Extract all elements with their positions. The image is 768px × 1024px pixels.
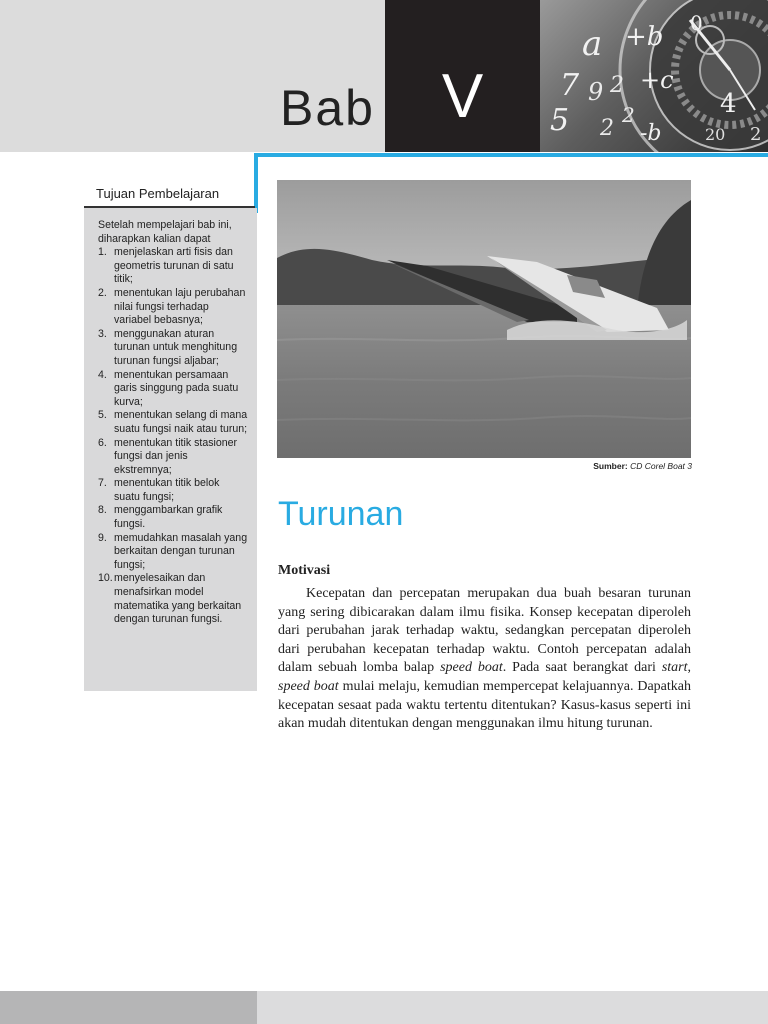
item-text: menggunakan aturan turunan untuk menghitung turunan fungsi aljabar;	[114, 327, 238, 367]
math-glyph: a	[582, 24, 603, 64]
paragraph-text: Kecepatan dan percepatan merupakan dua buah besaran turunan yang sering dibicarakan dalam ilmu fisika. Konsep kecepatan diperoleh dari perubahan jarak terhadap waktu, sedangkan percepatan diperoleh dari perubahan kecepatan terhadap waktu. Contoh percepatan adalah dalam sebuah lomba balap	[278, 586, 691, 676]
math-glyph: 2	[622, 103, 635, 127]
math-glyph: 4	[720, 89, 737, 119]
paragraph-text: ,	[687, 660, 691, 676]
item-text: menentukan titik belok suatu fungsi;	[114, 477, 220, 503]
list-item	[98, 369, 248, 410]
item-text: menentukan persamaan garis singgung pada suatu kurva;	[114, 368, 239, 408]
math-glyph: 2	[600, 116, 614, 141]
math-glyph: +c	[640, 66, 674, 94]
chapter-title: Turunan	[278, 495, 404, 533]
list-item	[98, 477, 248, 504]
item-number: 1.	[98, 246, 107, 259]
item-number: 7.	[98, 477, 107, 490]
math-glyph: 0	[690, 11, 703, 35]
item-text: menjelaskan arti fisis dan geometris turunan di satu titik;	[114, 246, 234, 286]
item-number: 2.	[98, 286, 107, 299]
item-number: 10.	[98, 572, 113, 585]
accent-rule-horizontal	[254, 153, 768, 157]
footer-band-dark	[0, 991, 257, 1024]
list-item	[98, 328, 248, 369]
speedboat-illustration	[277, 180, 691, 458]
math-glyph: 20	[705, 125, 726, 144]
item-text: menggambarkan grafik fungsi.	[114, 504, 223, 531]
item-number: 9.	[98, 531, 107, 544]
item-number: 4.	[98, 368, 107, 381]
list-item	[98, 532, 248, 573]
clock-illustration	[540, 0, 768, 152]
objectives-list	[98, 246, 248, 627]
item-number: 8.	[98, 504, 107, 517]
chapter-number: V	[441, 62, 484, 131]
accent-rule-vertical	[254, 153, 258, 213]
list-item	[98, 409, 248, 436]
credit-source: CD Corel Boat 3	[630, 461, 692, 471]
math-glyph: 9	[588, 78, 604, 106]
speedboat-photo	[277, 180, 691, 458]
objectives-content	[98, 219, 248, 627]
item-text: menentukan selang di mana suatu fungsi naik atau turun;	[114, 409, 248, 435]
italic-term: start	[661, 660, 688, 676]
footer-band-light	[257, 991, 768, 1024]
list-item	[98, 504, 248, 531]
item-number: 6.	[98, 436, 107, 449]
math-glyph: -b	[640, 121, 662, 146]
math-glyph: +b	[625, 22, 664, 52]
objectives-intro: Setelah mempelajari bab ini, diharapkan kalian dapat	[98, 219, 232, 245]
photo-credit	[560, 461, 692, 471]
math-glyph: 2	[610, 73, 624, 98]
clock-math-image	[540, 0, 768, 152]
objectives-title: Tujuan Pembelajaran	[96, 186, 220, 201]
list-item	[98, 246, 248, 287]
motivation-paragraph	[278, 585, 691, 734]
math-glyph: 5	[550, 103, 570, 138]
credit-label: Sumber:	[593, 461, 628, 471]
item-text: menyelesaikan dan menafsirkan model matematika yang berkaitan dengan turunan fungsi.	[114, 572, 242, 626]
motivation-heading: Motivasi	[278, 563, 331, 578]
item-text: memudahkan masalah yang berkaitan dengan turunan fungsi;	[114, 531, 248, 571]
item-number: 5.	[98, 409, 107, 422]
list-item	[98, 287, 248, 328]
list-item	[98, 437, 248, 478]
paragraph-text: mulai melaju, kemudian mempercepat kelajuannya. Dapatkah kecepatan sesaat pada waktu tertentu ditentukan? Kasus-kasus seperti ini akan mudah ditentukan dengan menggunakan ilmu hitung turunan.	[278, 678, 692, 732]
item-number: 3.	[98, 327, 107, 340]
italic-term: speed boat	[440, 660, 503, 676]
chapter-label: Bab	[280, 80, 375, 136]
item-text: menentukan laju perubahan nilai fungsi terhadap variabel bebasnya;	[114, 286, 246, 327]
math-glyph: 2	[750, 124, 762, 145]
list-item	[98, 572, 248, 626]
item-text: menentukan titik stasioner fungsi dan jenis ekstremnya;	[114, 436, 238, 476]
paragraph-text: . Pada saat berangkat dari	[502, 660, 662, 676]
math-glyph: 7	[560, 68, 580, 103]
italic-term: speed boat	[278, 678, 339, 694]
